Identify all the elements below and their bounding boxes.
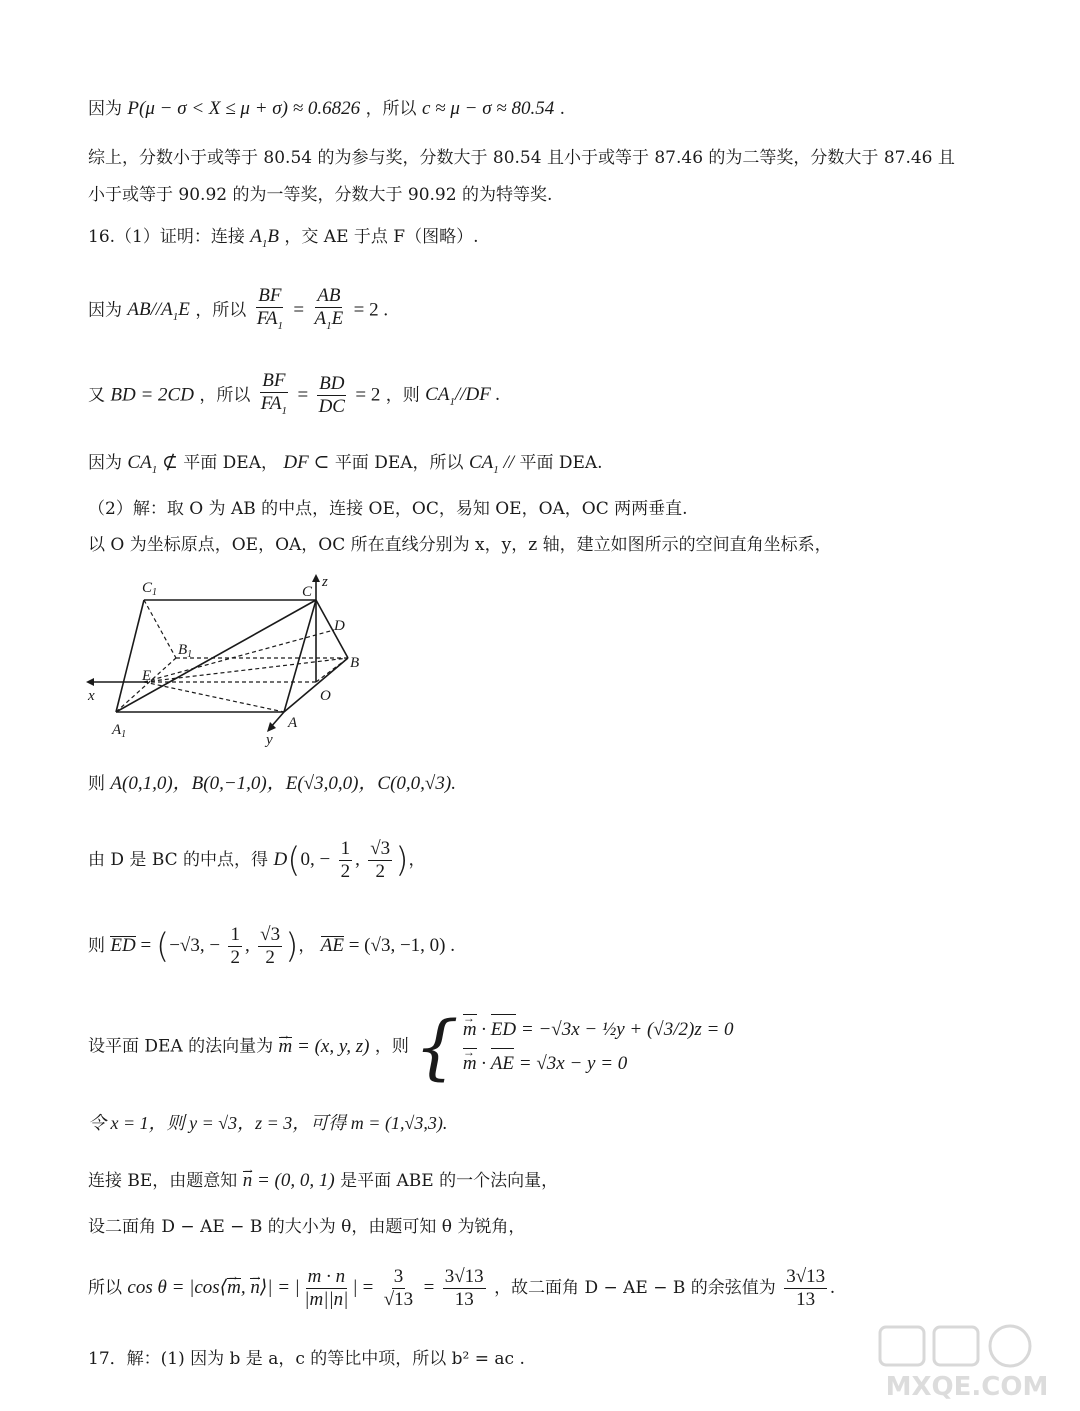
label-y: y bbox=[266, 732, 273, 747]
label-d: D bbox=[334, 618, 345, 634]
q17-line: 17．解：(1) 因为 b 是 a，c 的等比中项，所以 b² = ac . bbox=[88, 1349, 525, 1369]
ratio-line-2: 又 BD = 2CD ，所以 $\frac{BF}{FA_1}$ = $\frac{BD}{DC}$ = 2 ，则 $CA_1//DF$ . bbox=[88, 370, 500, 422]
cosine-line: 所以 cos θ = |cos⟨m →, n →⟩| = | $\frac{m \cdot n}{|m||n|}$ | = $\frac{3}{√13}$ = $\frac{3√13}{13}$ ，故二面角 D − AE − B 的余弦值为 $\frac{3√13}{13}$ . bbox=[88, 1266, 835, 1311]
be-line: 连接 BE，由题意知 n → = (0, 0, 1) 是平面 ABE 的一个法向量， bbox=[88, 1170, 558, 1192]
theta-line: 设二面角 D − AE − B 的大小为 θ，由题可知 θ 为锐角， bbox=[88, 1217, 526, 1237]
label-c: C bbox=[302, 584, 313, 600]
cutoff-formula: c ≈ μ − σ ≈ 80.54 bbox=[421, 98, 555, 119]
probability-formula: P(μ − σ < X ≤ μ + σ) ≈ 0.6826 bbox=[127, 98, 361, 119]
fraction: $\frac{BF}{FA_1}$ bbox=[260, 370, 288, 417]
label-b1: $B_1$ bbox=[178, 642, 193, 660]
d-point-line: 由 D 是 BC 的中点，得 D(0, − $\frac{1}{2}$ , $\frac{√3}{2}$ )， bbox=[88, 838, 426, 882]
part2-line-1: （2）解：取 O 为 AB 的中点，连接 OE，OC，易知 OE，OA，OC 两两垂直. bbox=[88, 499, 688, 519]
prism-coordinate-diagram bbox=[84, 572, 374, 747]
svg-text:MXQE.COM: MXQE.COM bbox=[885, 1372, 1049, 1402]
watermark-logo bbox=[872, 1323, 1062, 1403]
fraction: $\frac{BF}{FA_1}$ bbox=[256, 285, 283, 332]
ed-vector-line: 则 ED = (−√3, − $\frac{1}{2}$ , $\frac{√3}{2}$ )， AE = (√3, −1, 0) . bbox=[88, 924, 455, 968]
label-a1: $A_1$ bbox=[112, 722, 127, 740]
label-b: B bbox=[350, 655, 360, 671]
solution-line: 令 x = 1，则 y = √3，z = 3，可得 m = (1,√3,3). bbox=[88, 1113, 448, 1133]
a1b-segment: $A_1B$ bbox=[250, 226, 279, 250]
label-z: z bbox=[322, 574, 328, 590]
fraction: $\frac{AB}{A_1E}$ bbox=[314, 285, 344, 332]
label-c1: $C_1$ bbox=[142, 580, 158, 598]
normal-vector-line: 设平面 DEA 的法向量为 m → = (x, y, z) ，则 { m → · ED = −√3x − ½y + (√3/2)z = 0 m → · AE = √3x − y = 0 bbox=[88, 1012, 734, 1082]
summary-line-1: 综上，分数小于或等于 80.54 的为参与奖，分数大于 80.54 且小于或等于 87.46 的为二等奖，分数大于 87.46 且 bbox=[88, 148, 955, 168]
label-a: A bbox=[288, 715, 298, 731]
plane-line: 因为 $CA_1$ ⊄ 平面 DEA， DF ⊂ 平面 DEA，所以 $CA_1$ // 平面 DEA. bbox=[88, 452, 603, 476]
equation-system: { m → · ED = −√3x − ½y + (√3/2)z = 0 m → · AE = √3x − y = 0 bbox=[414, 1012, 733, 1082]
coordinates: A(0,1,0)，B(0,−1,0)，E(√3,0,0)，C(0,0,√3). bbox=[110, 773, 456, 794]
fraction: $\frac{BD}{DC}$ bbox=[318, 373, 345, 418]
part2-line-2: 以 O 为坐标原点，OE，OA，OC 所在直线分别为 x，y，z 轴，建立如图所示的空间直角坐标系， bbox=[88, 535, 832, 555]
ratio-line-1: 因为 $AB//A_1E$ ，所以 $\frac{BF}{FA_1}$ = $\frac{AB}{A_1E}$ = 2 . bbox=[88, 285, 388, 337]
coordinates-line: 则 A(0,1,0)，B(0,−1,0)，E(√3,0,0)，C(0,0,√3). bbox=[88, 773, 456, 794]
label-x: x bbox=[88, 688, 95, 704]
q16-intro: 16.（1）证明：连接 $A_1B$ ，交 AE 于点 F（图略）. bbox=[88, 226, 479, 250]
label-e: E bbox=[142, 668, 152, 684]
label-o: O bbox=[320, 688, 331, 704]
summary-line-2: 小于或等于 90.92 的为一等奖，分数大于 90.92 的为特等奖. bbox=[88, 185, 553, 205]
text-line-1: 因为 P(μ − σ < X ≤ μ + σ) ≈ 0.6826 ，所以 c ≈ μ − σ ≈ 80.54 . bbox=[88, 98, 566, 119]
